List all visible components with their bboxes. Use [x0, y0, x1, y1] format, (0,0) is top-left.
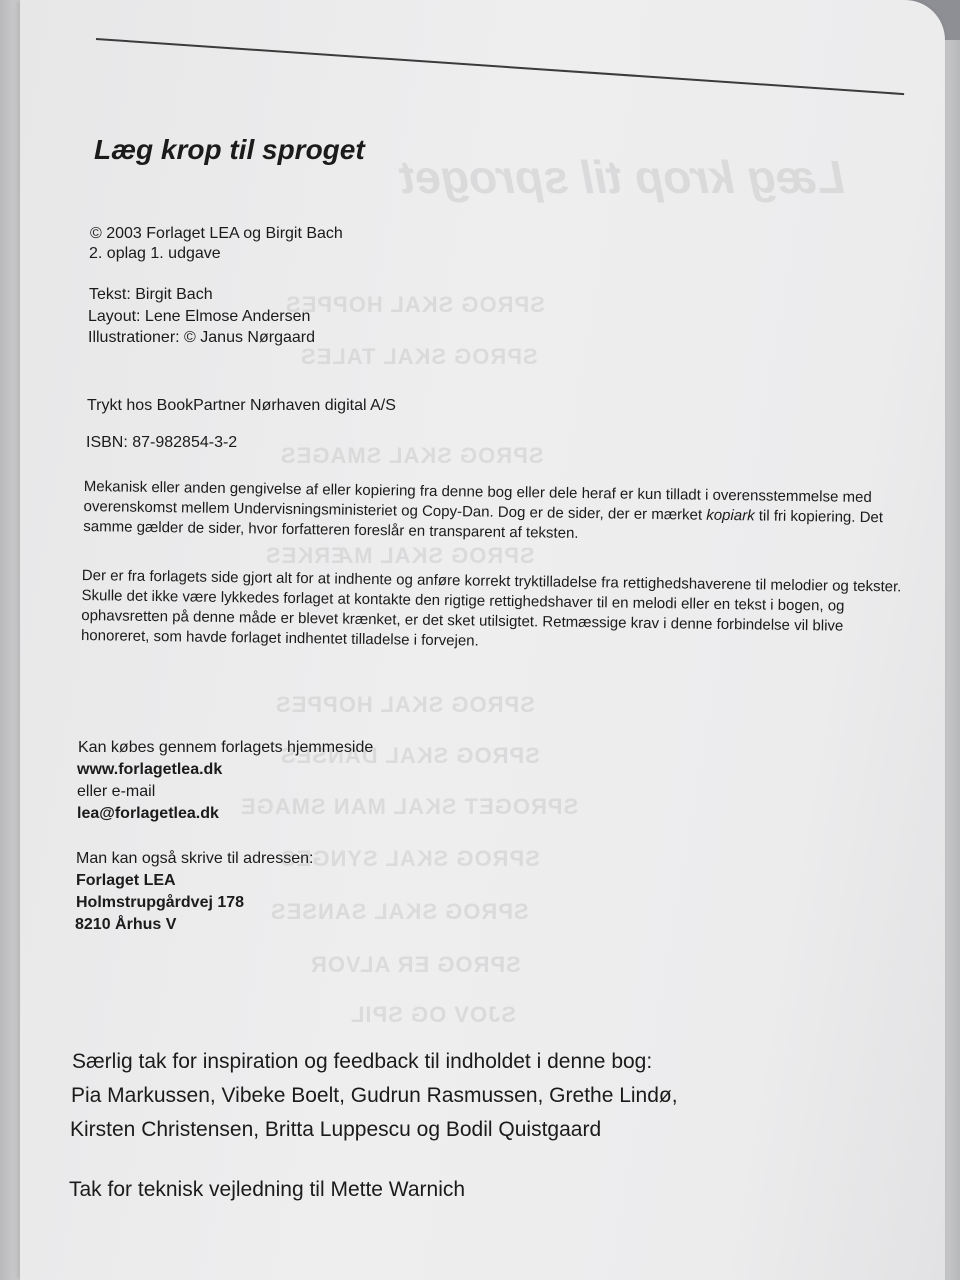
kopiark-term: kopiark [706, 506, 755, 525]
layout-credit: Layout: Lene Elmose Andersen [88, 308, 311, 325]
text-credit: Tekst: Birgit Bach [89, 286, 213, 303]
show-through-item: SPROG SKAL SYNGES [280, 846, 540, 871]
address-street: Holmstrupgårdvej 178 [76, 894, 245, 911]
email-intro: eller e-mail [77, 783, 156, 800]
show-through-item: SPROG SKAL DANSES [280, 743, 540, 768]
show-through-item: SPROG SKAL HOPPES [285, 292, 545, 317]
isbn-line: ISBN: 87-982854-3-2 [86, 434, 238, 451]
illustration-credit: Illustrationer: © Janus Nørgaard [88, 329, 315, 346]
copy-rights-text-end: til fri kopiering. Det samme gælder de sider, hvor forfatteren foreslår en transparent af teksten. [83, 507, 884, 542]
technical-thanks: Tak for teknisk vejledning til Mette Warnich [69, 1178, 466, 1201]
address-city: 8210 Århus V [75, 916, 177, 933]
copy-rights-paragraph [83, 477, 904, 548]
printer-line: Trykt hos BookPartner Nørhaven digital A/S [87, 397, 396, 414]
show-through-item: SPROG SKAL MÆRKES [265, 543, 535, 568]
show-through-item: SJOV OG SPIL [350, 1002, 517, 1027]
copyright-line: © 2003 Forlaget LEA og Birgit Bach [90, 225, 343, 242]
show-through-item: SPROGET SKAL MAN SMAGE [240, 794, 579, 819]
thanks-line-1: Særlig tak for inspiration og feedback til indholdet i denne bog: [72, 1050, 653, 1073]
website-link[interactable]: www.forlagetlea.dk [77, 761, 223, 778]
show-through-item: SPROG SKAL TALES [300, 344, 538, 369]
show-through-item: SPROG SKAL SMAGES [280, 443, 544, 468]
permissions-paragraph: Der er fra forlagets side gjort alt for at indhente og anføre korrekt tryktilladelse fra rettighedshaverene til melodier og tekster. Skulle det ikke være lykkedes forlaget at kontakte den rigtige rettighedshaver til en melodi eller en tekst i bogen, og ophavsretten på denne måde er blevet krænket, er det sket utilsigtet. Retmæssige krav i denne forbindelse vil blive honoreret, som havde forlaget indhentet tilladelse i forvejen. [80, 566, 902, 650]
address-intro: Man kan også skrive til adressen: [76, 850, 314, 867]
show-through-title: Læg krop til sproget [400, 151, 845, 203]
show-through-item: SPROG ER ALVOR [310, 952, 521, 977]
purchase-intro: Kan købes gennem forlagets hjemmeside [78, 739, 374, 756]
email-link[interactable]: lea@forlagetlea.dk [77, 805, 219, 822]
edition-line: 2. oplag 1. udgave [89, 245, 221, 262]
show-through-item: SPROG SKAL SANSES [270, 899, 529, 924]
copy-rights-text-start: Mekanisk eller anden gengivelse af eller kopiering fra denne bog eller dele heraf er kun tilladt i overensstemmelse med overenskomst mellem Undervisningsministeriet og Copy-Dan. Dog er de sider, der er mærket [83, 477, 872, 524]
address-name: Forlaget LEA [76, 872, 176, 889]
thanks-line-3: Kirsten Christensen, Britta Luppescu og Bodil Quistgaard [70, 1118, 602, 1141]
book-title: Læg krop til sproget [94, 134, 365, 165]
show-through-item: SPROG SKAL HOPPES [275, 692, 535, 717]
thanks-line-2: Pia Markussen, Vibeke Boelt, Gudrun Rasmussen, Grethe Lindø, [71, 1084, 678, 1107]
